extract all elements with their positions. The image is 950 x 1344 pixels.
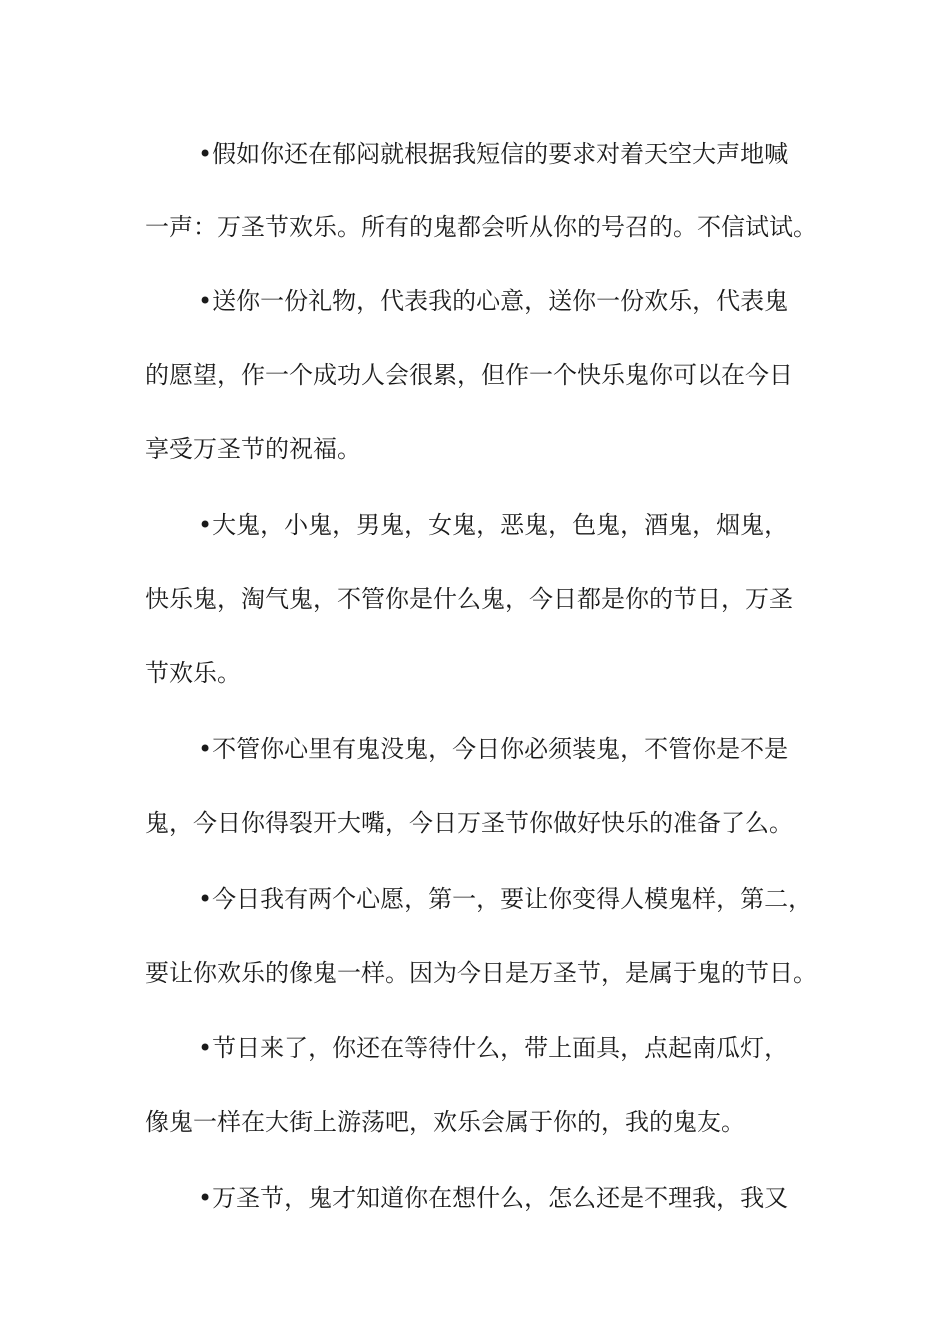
paragraph-5-line-1: •今日我有两个心愿，第一，要让你变得人模鬼样，第二， bbox=[198, 885, 813, 913]
paragraph-7-line-1: •万圣节，鬼才知道你在想什么，怎么还是不理我，我又 bbox=[198, 1184, 789, 1212]
paragraph-3-line-1: •大鬼，小鬼，男鬼，女鬼，恶鬼，色鬼，酒鬼，烟鬼， bbox=[198, 511, 789, 539]
paragraph-4-line-2: 鬼，今日你得裂开大嘴，今日万圣节你做好快乐的准备了么。 bbox=[145, 809, 793, 837]
paragraph-1-line-2: 一声：万圣节欢乐。所有的鬼都会听从你的号召的。不信试试。 bbox=[145, 213, 817, 241]
paragraph-2-line-1: •送你一份礼物，代表我的心意，送你一份欢乐，代表鬼 bbox=[198, 287, 789, 315]
paragraph-2-line-2: 的愿望，作一个成功人会很累，但作一个快乐鬼你可以在今日 bbox=[145, 361, 793, 389]
paragraph-1-line-1: •假如你还在郁闷就根据我短信的要求对着天空大声地喊 bbox=[198, 140, 789, 168]
paragraph-3-line-2: 快乐鬼，淘气鬼，不管你是什么鬼，今日都是你的节日，万圣 bbox=[145, 585, 793, 613]
paragraph-6-line-2: 像鬼一样在大街上游荡吧，欢乐会属于你的，我的鬼友。 bbox=[145, 1108, 745, 1136]
paragraph-3-line-3: 节欢乐。 bbox=[145, 659, 241, 687]
paragraph-5-line-2: 要让你欢乐的像鬼一样。因为今日是万圣节，是属于鬼的节日。 bbox=[145, 959, 817, 987]
paragraph-4-line-1: •不管你心里有鬼没鬼，今日你必须装鬼，不管你是不是 bbox=[198, 735, 789, 763]
paragraph-2-line-3: 享受万圣节的祝福。 bbox=[145, 435, 361, 463]
paragraph-6-line-1: •节日来了，你还在等待什么，带上面具，点起南瓜灯， bbox=[198, 1034, 789, 1062]
